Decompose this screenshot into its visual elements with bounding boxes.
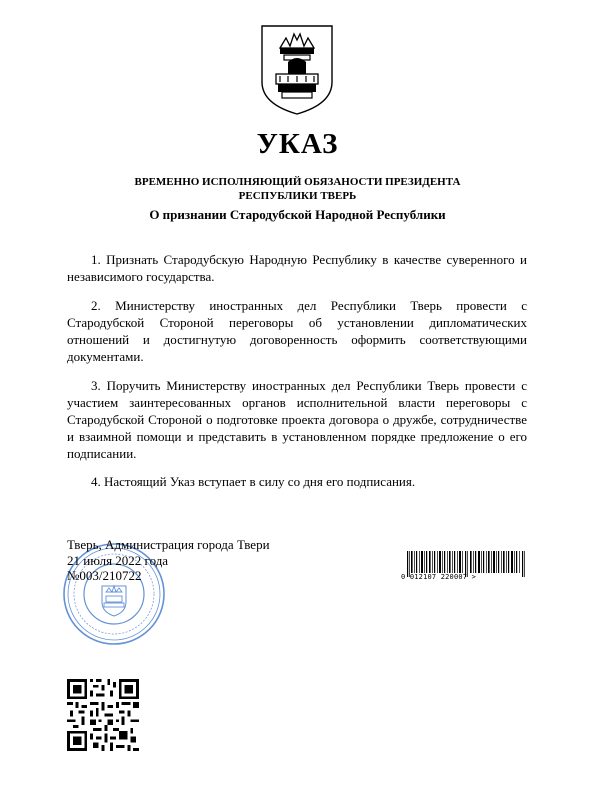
signature-block	[67, 537, 270, 584]
paragraph-1: 1. Признать Стародубскую Народную Республику в качестве суверенного и независимого государства.	[67, 252, 527, 284]
issuer-heading	[110, 175, 485, 203]
signature-date: 21 июля 2022 года	[67, 552, 169, 568]
barcode	[401, 549, 531, 589]
issuer-line-2: РЕСПУБЛИКИ ТВЕРЬ	[238, 190, 357, 202]
document-number: №003/210722	[67, 568, 142, 583]
paragraph-3: 3. Поручить Министерству иностранных дел Республики Тверь провести с участием заинтересованных органов исполнительной власти переговоры с Стародубской Стороной о подготовке проекта договора о дружбе, сотрудничестве и взаимной помощи и представить в установленном порядке предложение о его подписании.	[67, 378, 527, 461]
paragraph-4: 4. Настоящий Указ вступает в силу со дня его подписания.	[91, 474, 416, 489]
signature-place: Тверь, Администрация города Твери	[67, 537, 270, 552]
qr-code	[67, 679, 139, 751]
paragraph-2: 2. Министерству иностранных дел Республики Тверь провести с Стародубской Стороной переговоры об установлении дипломатических отношений и достигнутую договоренность оформить соответствующими документами.	[67, 298, 527, 364]
decree-subject: О признании Стародубской Народной Республики	[149, 207, 446, 222]
issuer-line-1: ВРЕМЕННО ИСПОЛНЯЮЩИЙ ОБЯЗАНОСТИ ПРЕЗИДЕНТА	[134, 176, 461, 188]
barcode-digits: 0 012107 220007 >	[401, 573, 477, 581]
document-title: УКАЗ	[256, 128, 339, 160]
coat-of-arms-emblem	[258, 24, 336, 116]
